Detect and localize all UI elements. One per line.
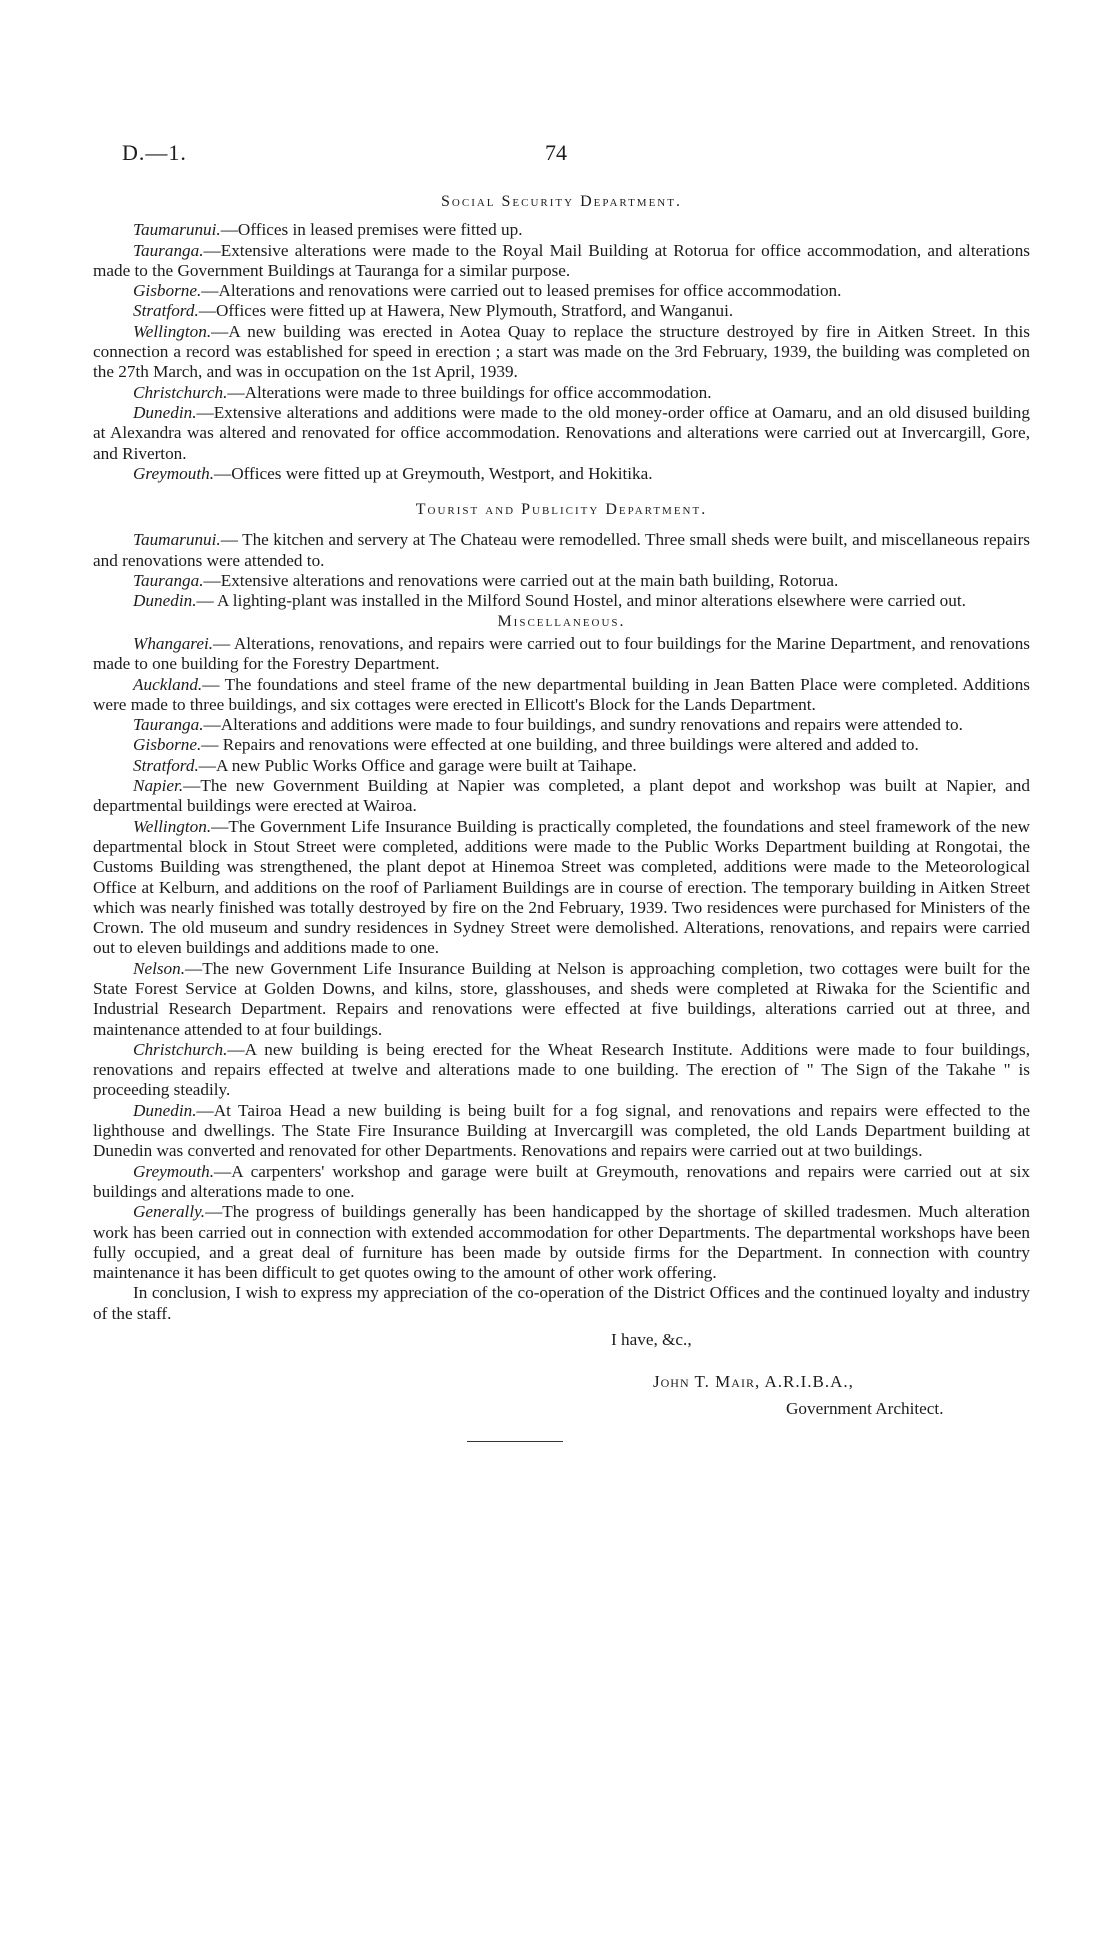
paragraph-text: —Offices were fitted up at Hawera, New Plymouth, Stratford, and Wanganui. xyxy=(198,301,734,321)
place-name: Gisborne. xyxy=(133,281,202,301)
place-name: Taumarunui. xyxy=(133,530,221,550)
paragraph-text: — The foundations and steel frame of the new departmental building in Jean Batten Place were completed. Additions were made to three buildings, and six cottages were erected in Ellicott's Block for the Lands Department. xyxy=(93,674,1030,714)
section-heading-social-security: Social Security Department. xyxy=(441,193,682,210)
paragraph-text: —Alterations and renovations were carried out to leased premises for office accommodation. xyxy=(201,281,842,301)
paragraph-text: —A new building is being erected for the Wheat Research Institute. Additions were made to four buildings, renovations and repairs effected at twelve and alterations made to one building. The erection of " The Sign of the Takahe " is proceeding steadily. xyxy=(93,1039,1030,1100)
paragraph xyxy=(93,383,1030,403)
report-body xyxy=(93,192,1030,1442)
place-name: Stratford. xyxy=(133,301,199,321)
closing-rule xyxy=(467,1441,563,1442)
paragraph xyxy=(93,1101,1030,1162)
place-name: Wellington. xyxy=(133,816,212,836)
place-name: Stratford. xyxy=(133,755,199,775)
paragraph xyxy=(93,220,1030,240)
paragraph-text: —A new Public Works Office and garage were built at Taihape. xyxy=(198,755,637,775)
place-name: Wellington. xyxy=(133,321,212,341)
paragraph-text: — Repairs and renovations were effected at one building, and three buildings were altered and added to. xyxy=(201,735,919,755)
paragraph xyxy=(93,322,1030,383)
place-name: Auckland. xyxy=(133,674,203,694)
place-name: Greymouth. xyxy=(133,1161,214,1181)
paragraph xyxy=(93,591,1030,611)
paragraph-text: —The new Government Life Insurance Building at Nelson is approaching completion, two cottages were built for the State Forest Service at Golden Downs, and kilns, store, glasshouses, and sheds were completed at Riwaka for the Scientific and Industrial Research Department. Repairs and renovations were effected at five buildings, alterations carried out at three, and maintenance attended to at four buildings. xyxy=(93,958,1030,1039)
place-name: Taumarunui. xyxy=(133,220,221,240)
place-name: Greymouth. xyxy=(133,463,214,483)
paragraph-text: —The progress of buildings generally has been handicapped by the shortage of skilled tradesmen. Much alteration work has been carried out in connection with extended accommodation for other Departments. The departmental workshops have been fully occupied, and a great deal of furniture has been made by outside firms for the Department. In connection with country maintenance it has been difficult to get quotes owing to the amount of other work offering. xyxy=(93,1202,1030,1283)
paragraph xyxy=(93,715,1030,735)
paragraph-text: —The Government Life Insurance Building is practically completed, the foundations and steel framework of the new departmental block in Stout Street were completed, additions were made to the Public Works Department building at Rongotai, the Customs Building was strengthened, the plant depot at Hinemoa Street was completed, additions were made to the Meteorological Office at Kelburn, and additions on the roof of Parliament Buildings are in course of erection. The temporary building in Aitken Street which was nearly finished was totally destroyed by fire on the 2nd February, 1939. Two residences were purchased for Ministers of the Crown. The old museum and sundry residences in Sydney Street were demolished. Alterations, renovations, and repairs were carried out to eleven buildings and additions made to one. xyxy=(93,816,1030,958)
paragraph-text: — Alterations, renovations, and repairs were carried out to four buildings for the Marine Department, and renovations made to one building for the Forestry Department. xyxy=(93,633,1030,674)
signatory-name: John T. Mair, A.R.I.B.A., xyxy=(653,1372,854,1392)
document-reference: D.—1. xyxy=(122,140,187,165)
place-name: Tauranga. xyxy=(133,571,204,591)
place-name: Dunedin. xyxy=(133,402,197,422)
place-name: Generally. xyxy=(133,1202,206,1222)
paragraph xyxy=(93,634,1030,675)
paragraph xyxy=(93,241,1030,282)
paragraph xyxy=(93,530,1030,571)
place-name: Napier. xyxy=(133,776,184,796)
paragraph xyxy=(93,959,1030,1040)
place-name: Tauranga. xyxy=(133,715,204,735)
paragraph-text: —Extensive alterations were made to the Royal Mail Building at Rotorua for office accommodation, and alterations made to the Government Buildings at Tauranga for a similar purpose. xyxy=(93,240,1030,280)
paragraph-text: —Extensive alterations and renovations were carried out at the main bath building, Rotorua. xyxy=(203,571,839,591)
section-heading-miscellaneous: Miscellaneous. xyxy=(497,612,626,630)
place-name: Nelson. xyxy=(133,958,186,978)
place-name: Dunedin. xyxy=(133,1100,197,1120)
place-name: Whangarei. xyxy=(133,633,214,653)
signatory-title: Government Architect. xyxy=(786,1398,944,1418)
paragraph-text: —Alterations were made to three buildings for office accommodation. xyxy=(227,382,712,402)
paragraph-text: —A new building was erected in Aotea Quay to replace the structure destroyed by fire in Aitken Street. In this connection a record was established for speed in erection ; a start was made on the 3rd February, 1939, the building was completed on the 27th March, and was in occupation on the 1st April, 1939. xyxy=(93,321,1030,382)
paragraph-text: —At Tairoa Head a new building is being built for a fog signal, and renovations and repairs were effected to the lighthouse and dwellings. The State Fire Insurance Building at Invercargill was completed, the old Lands Department building at Dunedin was converted and renovated for other Departments. Renovations and repairs were carried out at two buildings. xyxy=(93,1100,1030,1161)
place-name: Christchurch. xyxy=(133,1039,228,1059)
place-name: Dunedin. xyxy=(133,591,197,611)
paragraph-text: —Extensive alterations and additions were made to the old money-order office at Oamaru, and an old disused building at Alexandra was altered and renovated for office accommodation. Renovations and alterations were carried out at Invercargill, Gore, and Riverton. xyxy=(93,402,1030,463)
section-heading-tourist-publicity: Tourist and Publicity Department. xyxy=(415,501,708,519)
place-name: Tauranga. xyxy=(133,240,204,260)
page-number: 74 xyxy=(545,140,567,165)
paragraph xyxy=(93,301,1030,321)
paragraph xyxy=(93,281,1030,301)
paragraph xyxy=(93,403,1030,464)
paragraph-text: —The new Government Building at Napier was completed, a plant depot and workshop was built at Napier, and departmental buildings were erected at Wairoa. xyxy=(93,776,1030,816)
paragraph xyxy=(93,817,1030,959)
paragraph-text: —A carpenters' workshop and garage were built at Greymouth, renovations and repairs were carried out at six buildings and alterations made to one. xyxy=(93,1161,1030,1201)
page-header xyxy=(0,140,1114,170)
paragraph xyxy=(93,571,1030,591)
paragraph xyxy=(93,1162,1030,1203)
paragraph xyxy=(93,675,1030,716)
place-name: Christchurch. xyxy=(133,382,228,402)
place-name: Gisborne. xyxy=(133,735,202,755)
closing-paragraph: In conclusion, I wish to express my appreciation of the co-operation of the District Offices and the continued loyalty and industry of the staff. xyxy=(93,1283,1030,1323)
paragraph-text: —Offices were fitted up at Greymouth, Westport, and Hokitika. xyxy=(214,463,653,483)
paragraph-text: — The kitchen and servery at The Chateau were remodelled. Three small sheds were built, and miscellaneous repairs and renovations were attended to. xyxy=(93,530,1030,570)
paragraph xyxy=(93,464,1030,484)
paragraph xyxy=(93,1202,1030,1283)
signature-salutation: I have, &c., xyxy=(611,1330,692,1350)
paragraph-text: —Offices in leased premises were fitted up. xyxy=(220,220,523,240)
paragraph-text: —Alterations and additions were made to four buildings, and sundry renovations and repairs were attended to. xyxy=(203,715,963,735)
paragraph-text: — A lighting-plant was installed in the Milford Sound Hostel, and minor alterations elsewhere were carried out. xyxy=(196,591,966,611)
paragraph xyxy=(93,735,1030,755)
paragraph xyxy=(93,1040,1030,1101)
paragraph xyxy=(93,756,1030,776)
paragraph xyxy=(93,776,1030,817)
